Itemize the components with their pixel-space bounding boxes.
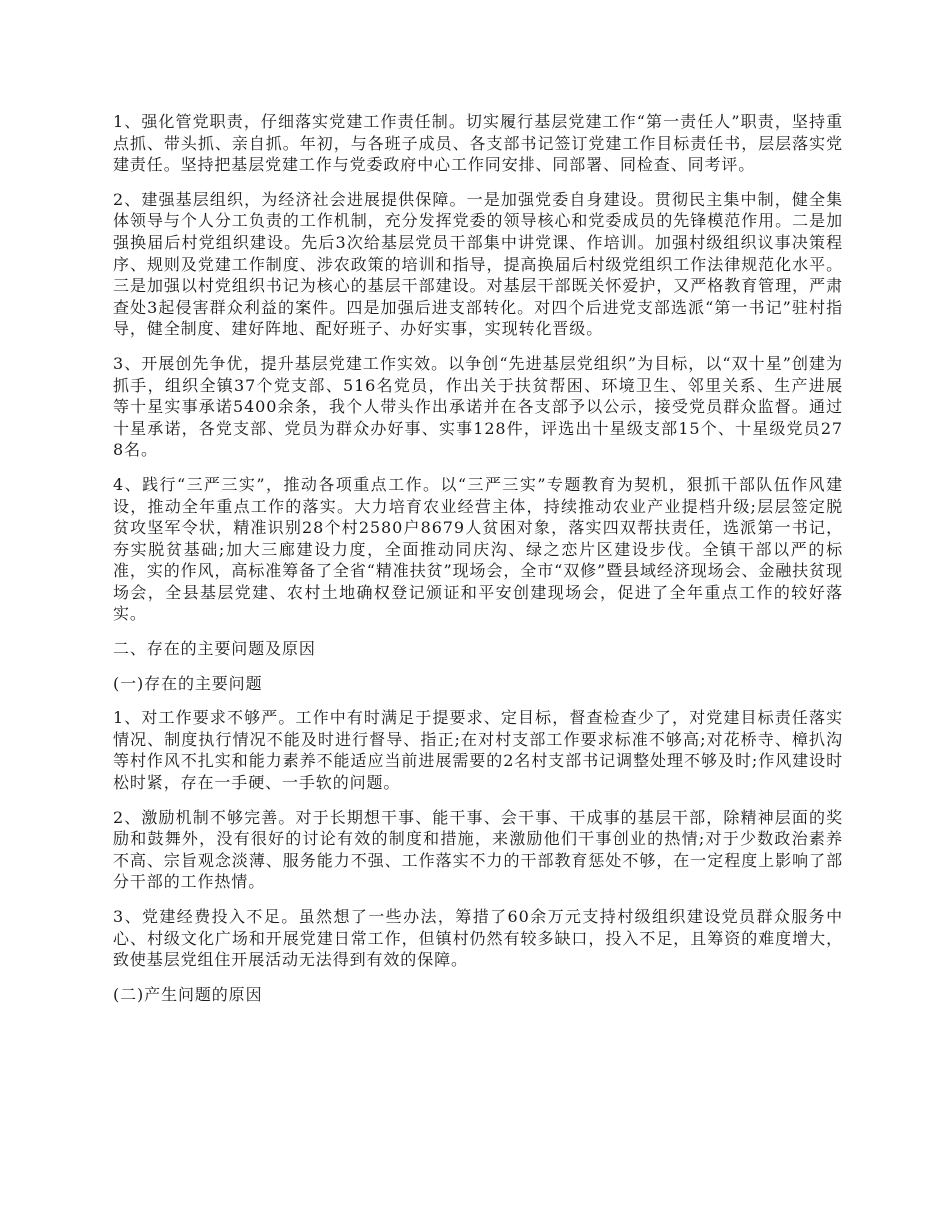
document-page: [113, 111, 843, 1018]
paragraph-three-stricts-three-solids: 4、践行“三严三实”，推动各项重点工作。以“三严三实”专题教育为契机，狠抓干部队伍作风建设，推动全年重点工作的落实。大力培育农业经营主体，持续推动农业产业提档升级;层层签定脱贫攻坚军令状，精准识别28个村2580户8679人贫困对象，落实四双帮扶责任，选派第一书记，夯实脱贫基础;加大三廊建设力度，全面推动同庆沟、绿之恋片区建设步伐。全镇干部以严的标准，实的作风，高标准筹备了全省“精准扶贫”现场会，全市“双修”暨县域经济现场会、金融扶贫现场会，全县基层党建、农村土地确权登记颁证和平安创建现场会，促进了全年重点工作的较好落实。: [113, 474, 843, 624]
subsection-heading-causes: (二)产生问题的原因: [113, 984, 263, 1004]
paragraph-insufficient-funding: 3、党建经费投入不足。虽然想了一些办法，筹措了60余万元支持村级组织建设党员群众服务中心、村级文化广场和开展党建日常工作，但镇村仍然有较多缺口，投入不足，且筹资的难度增大，致使基层党组住开展活动无法得到有效的保障。: [113, 907, 843, 970]
paragraph-strengthen-responsibility: 1、强化管党职责，仔细落实党建工作责任制。切实履行基层党建工作“第一责任人”职责，坚持重点抓、带头抓、亲自抓。年初，与各班子成员、各支部书记签订党建工作目标责任书，层层落实党建责任。坚持把基层党建工作与党委政府中心工作同安排、同部署、同检查、同考评。: [113, 112, 843, 175]
paragraph-requirements-not-strict: 1、对工作要求不够严。工作中有时满足于提要求、定目标，督查检查少了，对党建目标责任落实情况、制度执行情况不能及时进行督导、指正;在对村支部工作要求标准不够高;对花桥寺、樟扒沟等村作风不扎实和能力素养不能适应当前进展需要的2名村支部书记调整处理不够及时;作风建设时松时紧，存在一手硬、一手软的问题。: [113, 708, 843, 793]
paragraph-build-grassroots-organization: 2、建强基层组织，为经济社会进展提供保障。一是加强党委自身建设。贯彻民主集中制，健全集体领导与个人分工负责的工作机制，充分发挥党委的领导核心和党委成员的先锋模范作用。二是加强换届后村党组织建设。先后3次给基层党员干部集中讲党课、作培训。加强村级组织议事决策程序、规则及党建工作制度、涉农政策的培训和指导，提高换届后村级党组织工作法律规范化水平。三是加强以村党组织书记为核心的基层干部建设。对基层干部既关怀爱护，又严格教育管理，严肃查处3起侵害群众利益的案件。四是加强后进支部转化。对四个后进党支部选派“第一书记”驻村指导，健全制度、建好阵地、配好班子、办好实事，实现转化晋级。: [113, 189, 843, 339]
paragraph-create-excellence: 3、开展创先争优，提升基层党建工作实效。以争创“先进基层党组织”为目标，以“双十星”创建为抓手，组织全镇37个党支部、516名党员，作出关于扶贫帮困、环境卫生、邻里关系、生产进展等十星实事承诺5400余条，我个人带头作出承诺并在各支部予以公示，接受党员群众监督。通过十星承诺，各党支部、党员为群众办好事、实事128件，评选出十星级支部15个、十星级党员278名。: [113, 353, 843, 460]
section-heading-main-problems: 二、存在的主要问题及原因: [113, 639, 316, 659]
subsection-heading-existing-problems: (一)存在的主要问题: [113, 673, 263, 693]
paragraph-incentive-mechanism: 2、激励机制不够完善。对于长期想干事、能干事、会干事、干成事的基层干部，除精神层面的奖励和鼓舞外，没有很好的讨论有效的制度和措施，来激励他们干事创业的热情;对于少数政治素养不高、宗旨观念淡薄、服务能力不强、工作落实不力的干部教育惩处不够，在一定程度上影响了部分干部的工作热情。: [113, 807, 843, 892]
